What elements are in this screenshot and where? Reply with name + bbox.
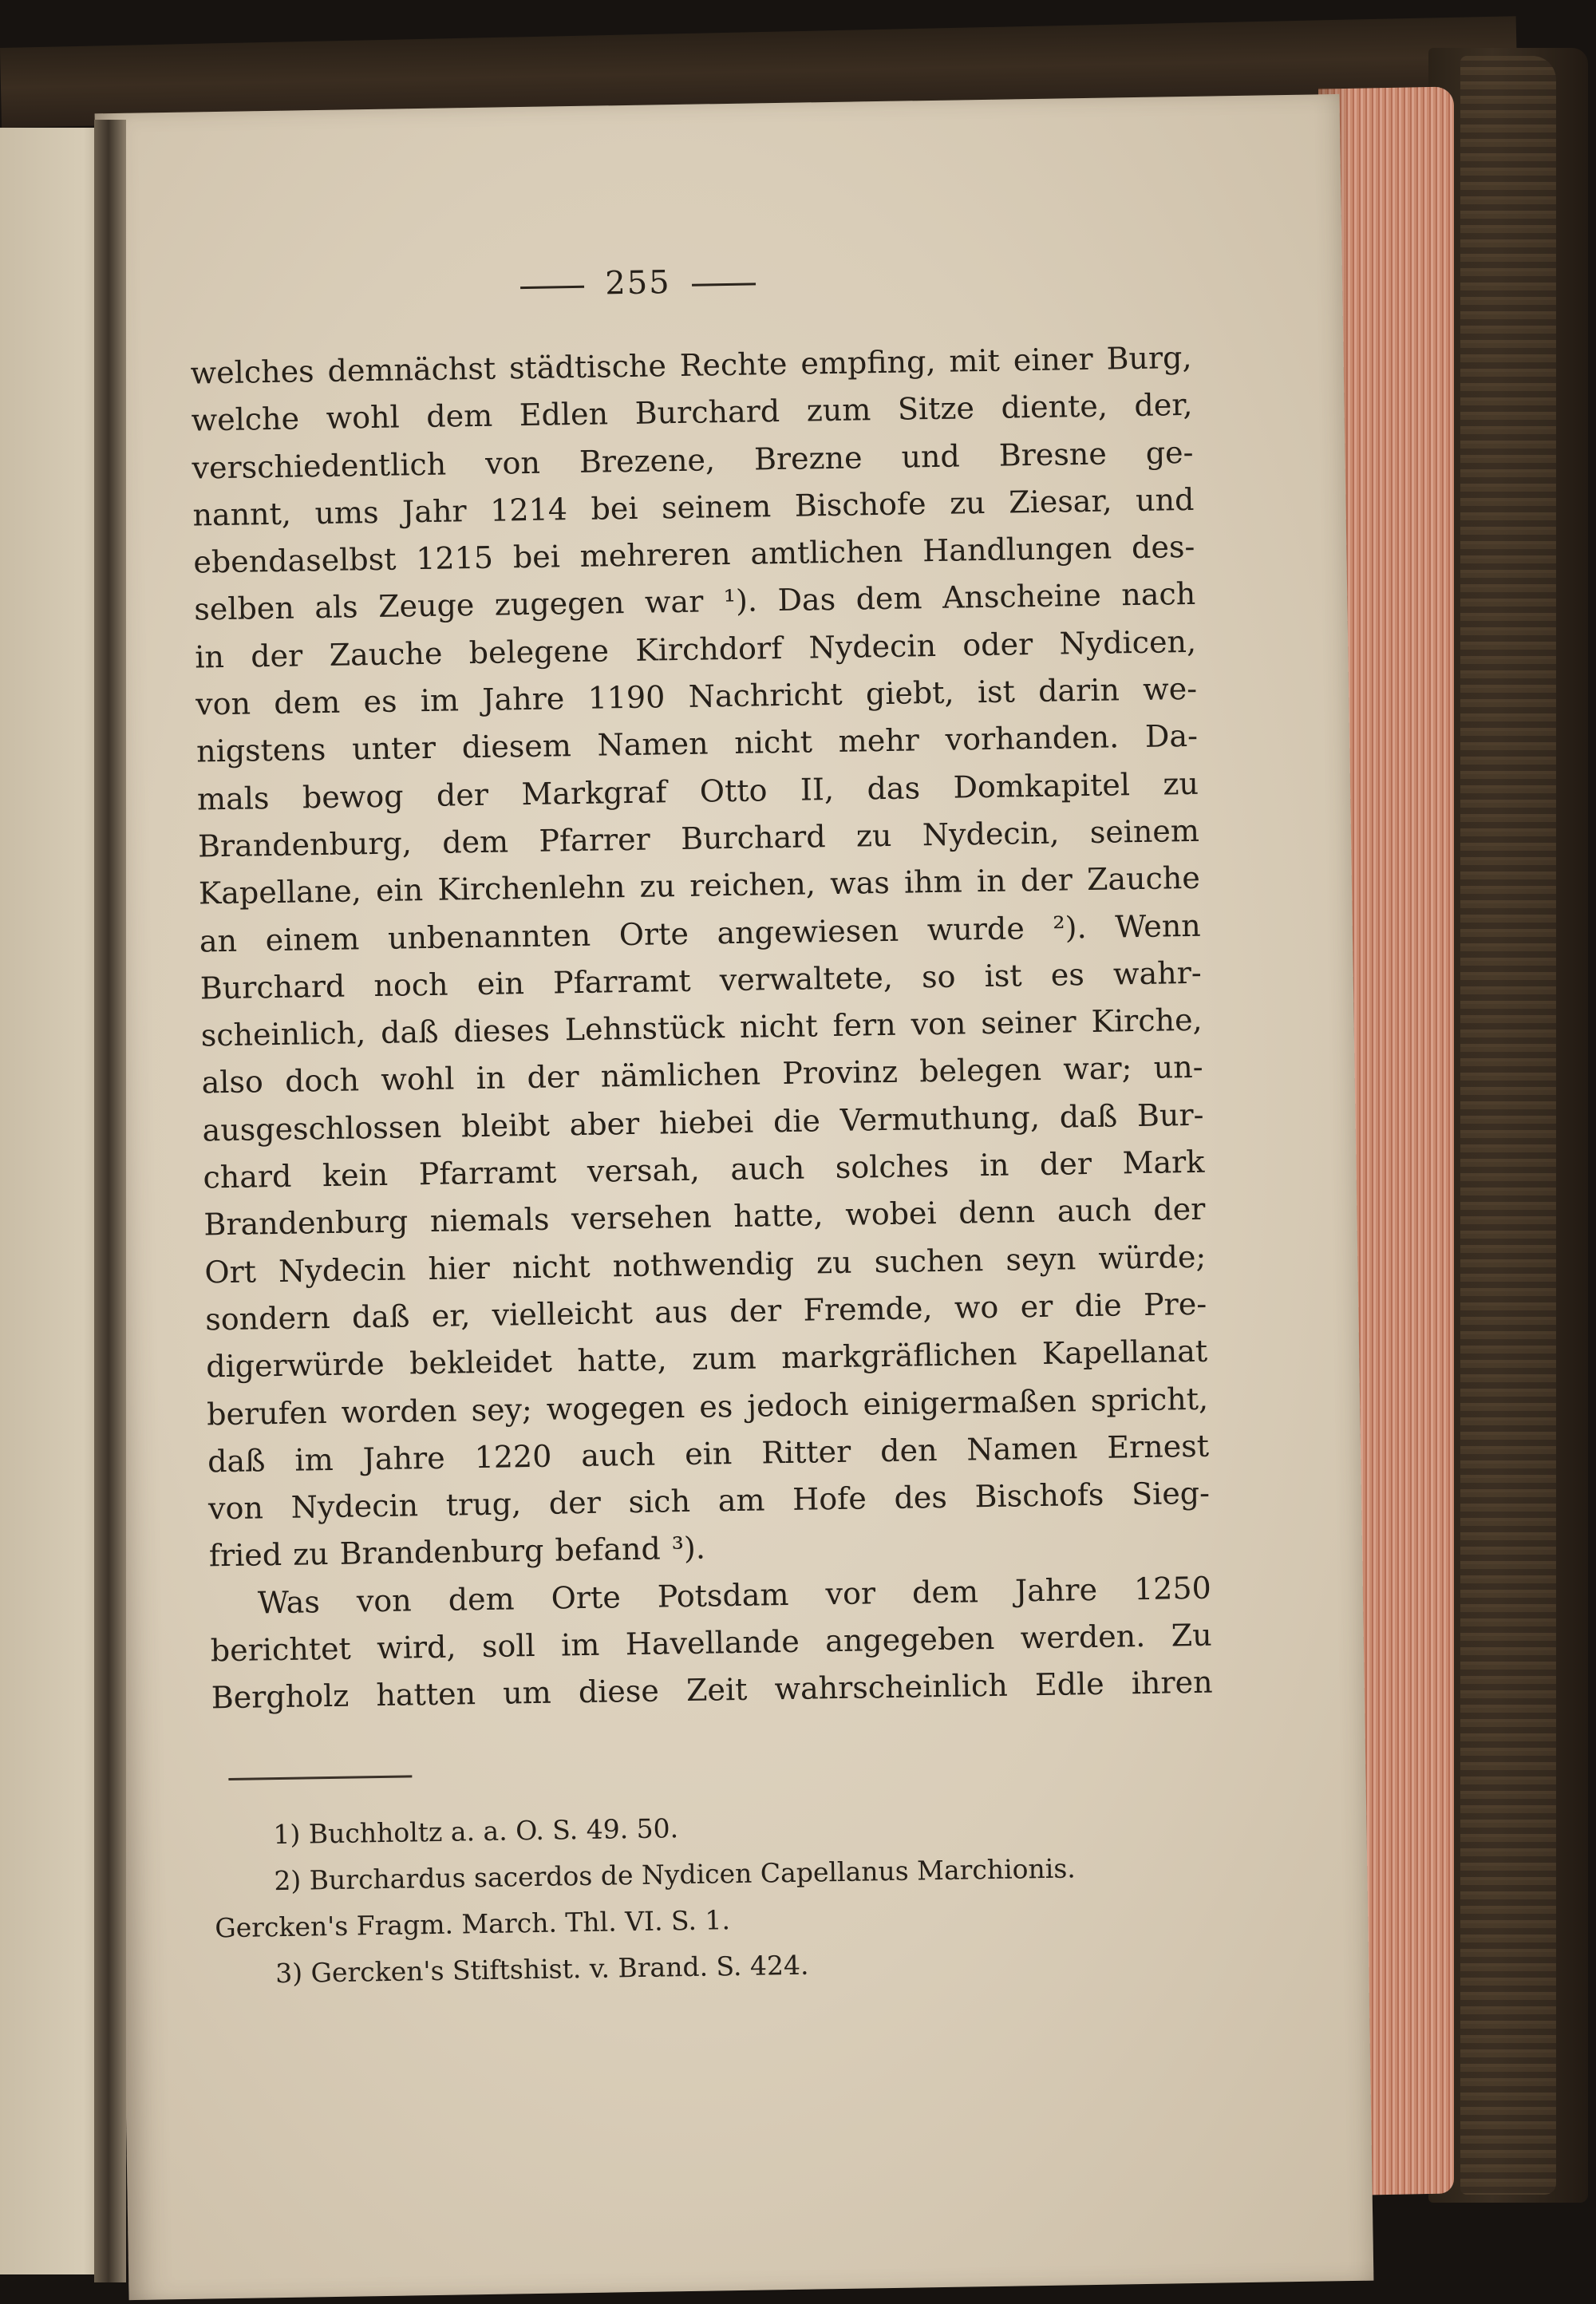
page-text [189,256,1218,1998]
text-line: chard kein Pfarramt versah, auch solches in der Mark [203,1144,1205,1195]
text-line: berufen worden sey; wogegen es jedoch einigermaßen spricht, [206,1381,1209,1432]
text-line: sondern daß er, vielleicht aus der Fremde, wo er die Pre- [204,1286,1207,1338]
text-line: scheinlich, daß dieses Lehnstück nicht fern von seiner Kirche, [200,1002,1203,1053]
text-line: ebendaselbst 1215 bei mehreren amtlichen Handlungen des- [193,529,1195,580]
text-line: von dem es im Jahre 1190 Nachricht giebt, ist darin we- [195,670,1198,722]
page-header [85,256,1191,310]
body-text [190,334,1213,1722]
footnote-rule [228,1775,412,1780]
header-dash-left [520,285,584,288]
text-line: Brandenburg niemals versehen hatte, wobei denn auch der [203,1192,1206,1243]
footnote: 1) Buchholtz a. a. O. S. 49. 50. [273,1812,679,1850]
text-line: ausgeschlossen bleibt aber hiebei die Vermuthung, daß Bur- [202,1097,1204,1148]
footnote: Gercken's Fragm. March. Thl. VI. S. 1. [214,1903,731,1943]
book-gutter [94,120,126,2282]
text-line: Was von dem Orte Potsdam vor dem Jahre 1250 [257,1570,1212,1621]
header-dash-right [692,283,756,286]
footnotes [213,1796,1217,1998]
text-line: nigstens unter diesem Namen nicht mehr vorhanden. Da- [196,718,1199,769]
text-line: daß im Jahre 1220 auch ein Ritter den Namen Ernest [207,1428,1210,1480]
text-line: Kapellane, ein Kirchenlehn zu reichen, was ihm in der Zauche [198,860,1201,911]
text-line: Bergholz hatten um diese Zeit wahrscheinlich Edle ihren [211,1664,1213,1716]
text-line: von Nydecin trug, der sich am Hofe des Bischofs Sieg- [207,1475,1211,1527]
book-page [95,94,1374,2300]
text-line: Burchard noch ein Pfarramt verwaltete, so ist es wahr- [200,954,1202,1006]
text-line: nannt, ums Jahr 1214 bei seinem Bischofe zu Ziesar, und [192,481,1195,533]
text-line: in der Zauche belegene Kirchdorf Nydecin oder Nydicen, [194,623,1197,675]
text-line: Ort Nydecin hier nicht nothwendig zu suchen seyn würde; [204,1239,1207,1290]
text-line: Brandenburg, dem Pfarrer Burchard zu Nydecin, seinem [197,812,1200,864]
text-line: digerwürde bekleidet hatte, zum markgräflichen Kapellanat [205,1333,1208,1385]
page-number: 255 [604,264,672,302]
book-cover-worn-edge [1460,56,1556,2195]
footnote: 2) Burchardus sacerdos de Nydicen Capellanus Marchionis. [274,1851,1077,1896]
text-line: mals bewog der Markgraf Otto II, das Domkapitel zu [196,765,1199,817]
text-line: verschiedentlich von Brezene, Brezne und Bresne ge- [192,434,1194,486]
text-line: an einem unbenannten Orte angewiesen wurde ²). Wenn [199,907,1202,959]
text-line: also doch wohl in der nämlichen Provinz belegen war; un- [201,1049,1203,1101]
text-line: welches demnächst städtische Rechte empfing, mit einer Burg, [190,339,1192,391]
text-line: selben als Zeuge zugegen war ¹). Das dem Anscheine nach [194,576,1196,628]
text-line: welche wohl dem Edlen Burchard zum Sitze diente, der, [191,387,1193,438]
text-line: berichtet wird, soll im Havellande angegeben werden. Zu [210,1617,1212,1669]
footnote: 3) Gercken's Stiftshist. v. Brand. S. 424. [275,1949,809,1989]
text-line: fried zu Brandenburg befand ³). [208,1531,706,1574]
